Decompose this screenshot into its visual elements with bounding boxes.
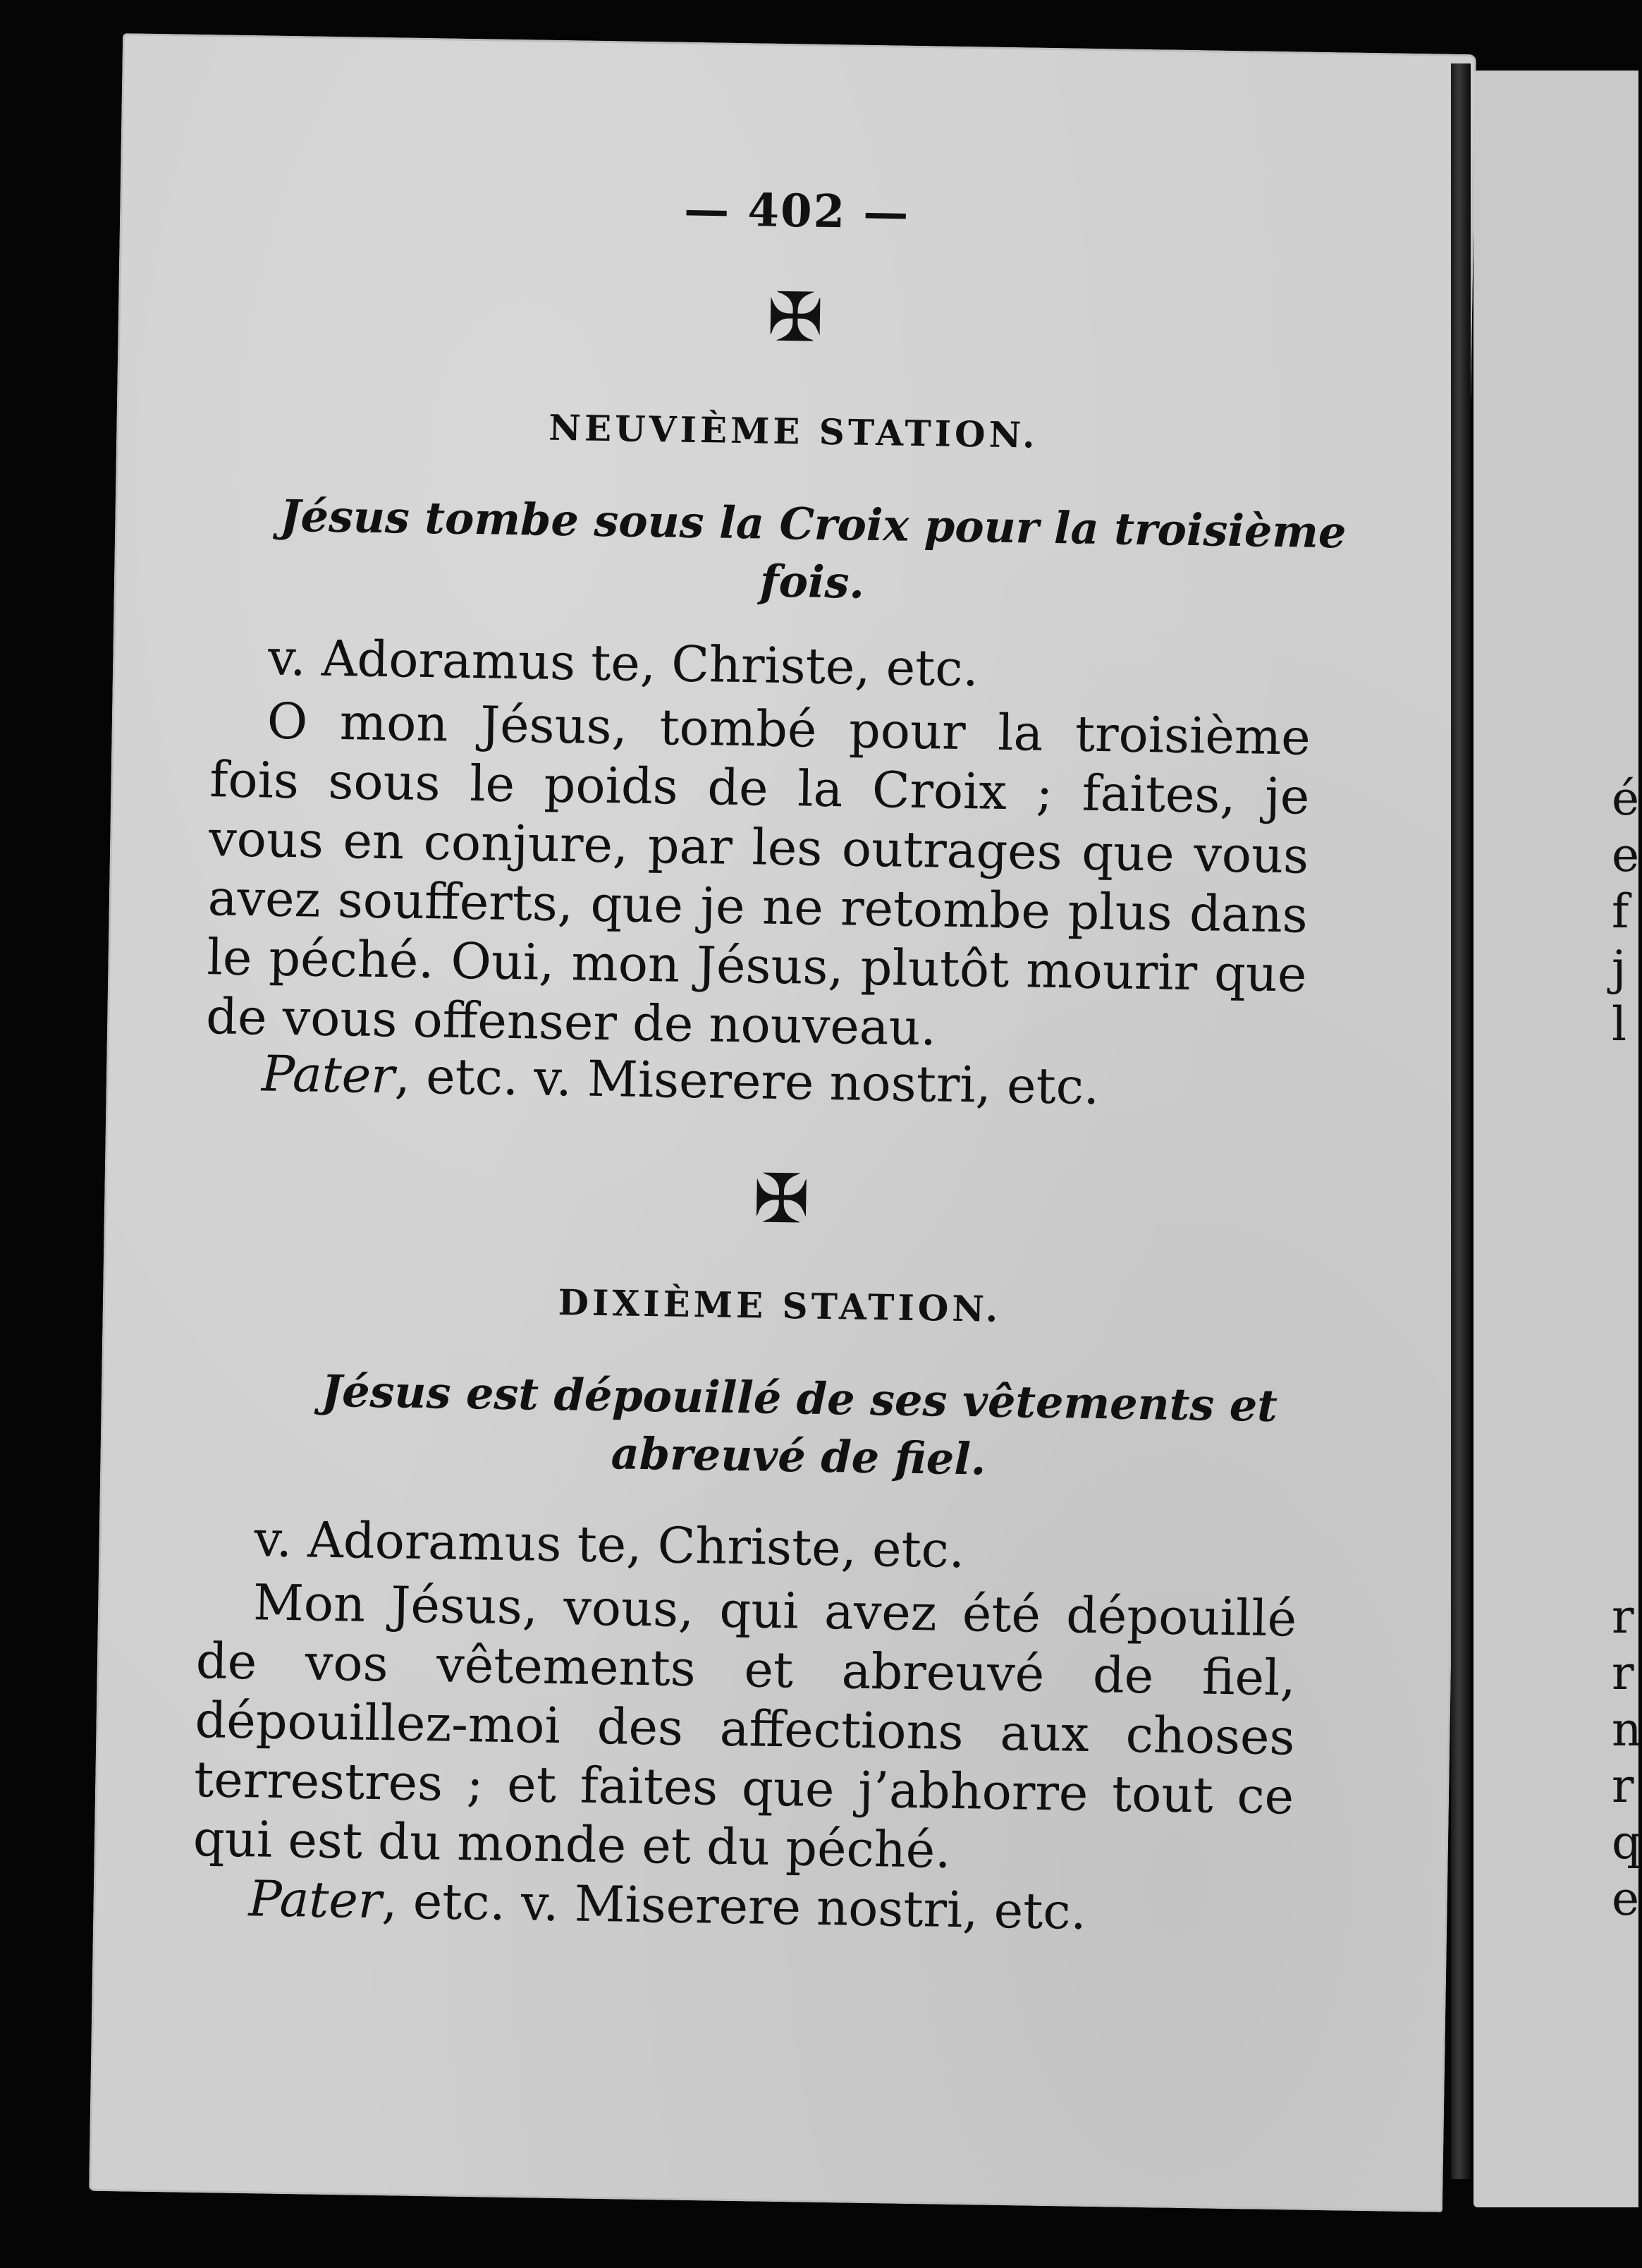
closing-rest: , etc. v. Miserere nostri, etc.: [394, 1047, 1100, 1116]
next-page-fragment: e: [1612, 1872, 1640, 1926]
closing-rest: , etc. v. Miserere nostri, etc.: [381, 1872, 1087, 1941]
next-page-fragment: f: [1612, 884, 1629, 939]
next-page-fragment: q: [1612, 1815, 1642, 1870]
prayer-text: Mon Jésus, vous, qui avez été dépouillé de vos vêtements et abreuvé de fiel, dépouillez-moi des affections aux choses terrestres ; et faites que j’abhorre tout ce qui est du monde et du péché.: [192, 1573, 1297, 1879]
page-number: — 402 —: [683, 183, 910, 240]
station-title: NEUVIÈME STATION.: [548, 406, 1038, 456]
page-content: [89, 33, 1476, 2212]
station-subtitle: Jésus tombe sous la Croix pour la troisième fois.: [279, 489, 1347, 609]
cross-icon: ✠: [766, 277, 825, 358]
prayer-text: O mon Jésus, tombé pour la troisième fois sous le poids de la Croix ; faites, je vous en conjure, par les outrages que vous avez soufferts, que je ne retombe plus dans le péché. Oui, mon Jésus, plutôt mourir que de vous offenser de nouveau.: [205, 692, 1311, 1057]
versicle: v. Adoramus te, Christe, etc.: [267, 628, 979, 698]
next-page-fragment: n: [1612, 1702, 1642, 1757]
next-page-fragment: j: [1612, 941, 1626, 995]
next-page-fragment: é: [1612, 772, 1640, 826]
pater-word: Pater: [261, 1044, 396, 1105]
next-page-fragment: r: [1612, 1646, 1634, 1700]
next-page-fragment: e: [1612, 828, 1640, 882]
next-page-edge: [1473, 71, 1642, 2207]
station-title: DIXIÈME STATION.: [558, 1281, 1002, 1330]
next-page-fragment: r: [1612, 1590, 1634, 1644]
cross-icon: ✠: [752, 1159, 811, 1239]
next-page-fragment: r: [1612, 1759, 1634, 1813]
pater-word: Pater: [247, 1870, 382, 1930]
versicle: v. Adoramus te, Christe, etc.: [253, 1510, 965, 1580]
station-subtitle: Jésus est dépouillé de ses vêtements et abreuvé de fiel.: [321, 1365, 1278, 1485]
next-page-fragment: l: [1612, 997, 1627, 1051]
